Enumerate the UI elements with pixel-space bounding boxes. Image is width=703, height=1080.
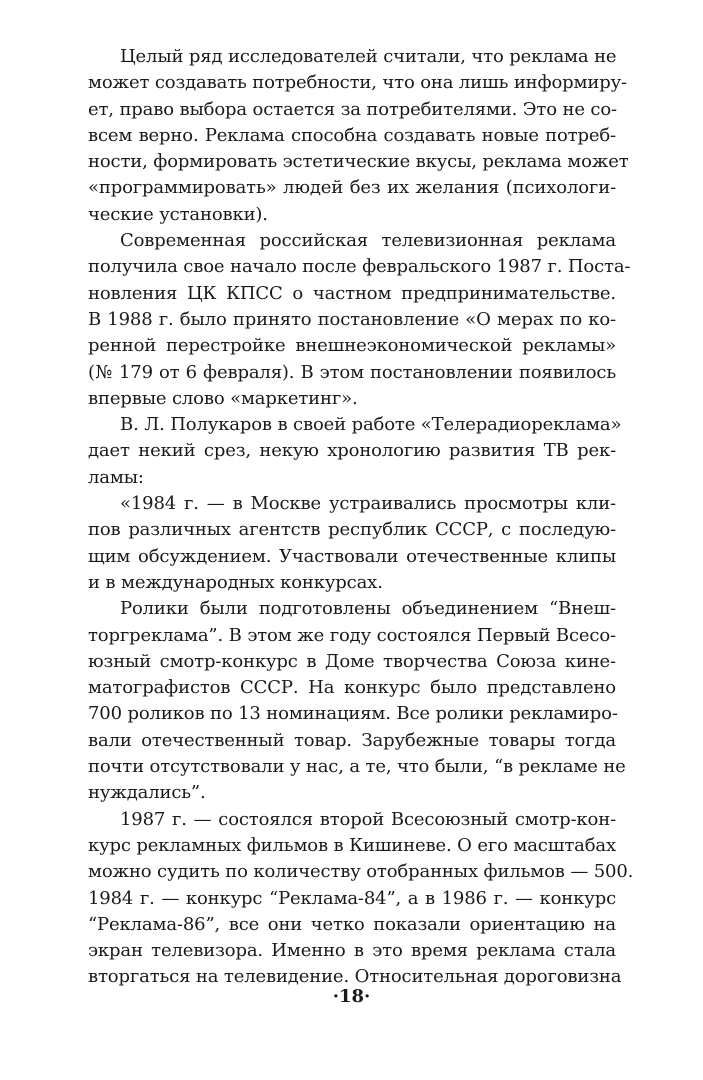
text-line: Целый ряд исследователей считали, что реклама не xyxy=(120,46,617,67)
text-line: щим обсуждением. Участвовали отечественные клипы xyxy=(88,545,616,567)
text-line: (№ 179 от 6 февраля). В этом постановлении появилось xyxy=(88,361,616,383)
text-line: «1984 г. — в Москве устраивались просмотры кли- xyxy=(120,493,616,515)
text-line: 1987 г. — состоялся второй Всесоюзный смотр-кон- xyxy=(120,808,616,830)
text-line: пов различных агентств республик СССР, с последую- xyxy=(88,519,616,541)
text-line: вторгаться на телевидение. Относительная дороговизна xyxy=(88,966,622,988)
page-body xyxy=(88,44,634,991)
text-line: юзный смотр-конкурс в Доме творчества Союза кине- xyxy=(88,650,616,672)
text-line: можно судить по количеству отобранных фильмов — 500. xyxy=(88,861,634,883)
text-line: дает некий срез, некую хронологию развития ТВ рек- xyxy=(88,440,616,462)
text-line: нуждались”. xyxy=(88,782,206,804)
text-line: матографистов СССР. На конкурс было представлено xyxy=(88,677,616,699)
text-line: В 1988 г. было принято постановление «О мерах по ко- xyxy=(88,308,616,330)
text-line: и в международных конкурсах. xyxy=(88,571,383,593)
text-line: ности, формировать эстетические вкусы, реклама может xyxy=(88,151,629,173)
text-line: “Реклама-86”, все они четко показали ориентацию на xyxy=(88,913,616,935)
text-line: Современная российская телевизионная реклама xyxy=(120,230,616,252)
text-line: В. Л. Полукаров в своей работе «Телерадиореклама» xyxy=(120,414,622,436)
text-line: курс рекламных фильмов в Кишиневе. О его масштабах xyxy=(88,834,616,856)
text-line: новления ЦК КПСС о частном предпринимательстве. xyxy=(88,282,616,304)
page-number: ·18· xyxy=(332,986,371,1007)
text-line: 700 роликов по 13 номинациям. Все ролики рекламиро- xyxy=(88,703,618,725)
text-line: ческие установки). xyxy=(88,203,268,225)
text-line: Ролики были подготовлены объединением “Внеш- xyxy=(120,598,616,620)
text-line: экран телевизора. Именно в это время реклама стала xyxy=(88,940,616,962)
text-line: вали отечественный товар. Зарубежные товары тогда xyxy=(88,729,616,751)
text-line: ренной перестройке внешнеэкономической рекламы» xyxy=(88,335,616,357)
text-line: «программировать» людей без их желания (психологи- xyxy=(88,177,616,199)
text-line: ламы: xyxy=(88,466,144,488)
text-line: всем верно. Реклама способна создавать новые потреб- xyxy=(88,124,616,146)
text-line: ет, право выбора остается за потребителями. Это не со- xyxy=(88,98,617,120)
text-line: почти отсутствовали у нас, а те, что были, “в рекламе не xyxy=(88,756,626,778)
text-line: впервые слово «маркетинг». xyxy=(88,387,358,409)
text-line: 1984 г. — конкурс “Реклама-84”, а в 1986 г. — конкурс xyxy=(88,887,616,909)
text-line: торгреклама”. В этом же году состоялся Первый Всесо- xyxy=(88,624,616,646)
text-line: может создавать потребности, что она лишь информиру- xyxy=(88,72,627,94)
text-line: получила свое начало после февральского 1987 г. Поста- xyxy=(88,256,631,278)
